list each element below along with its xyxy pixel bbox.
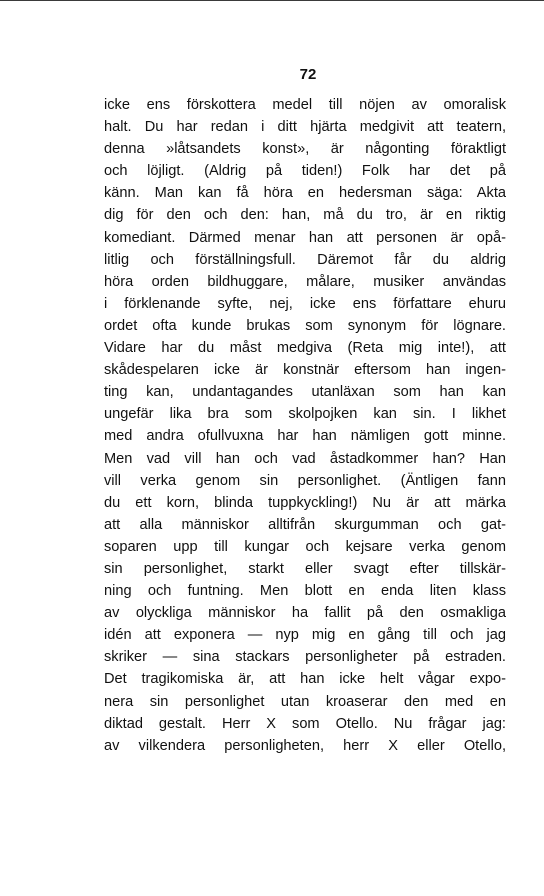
text-line: dig för den och den: han, må du tro, är en riktig bbox=[104, 207, 506, 224]
text-line: halt. Du har redan i ditt hjärta medgivit att teatern, bbox=[104, 119, 506, 136]
text-line: nera sin personlighet utan kroaserar den med en bbox=[104, 693, 506, 710]
text-line: ning och funtning. Men blott en enda liten klass bbox=[104, 583, 506, 600]
text-line: Det tragikomiska är, att han icke helt vågar expo- bbox=[104, 671, 506, 688]
text-line: skriker — sina stackars personligheter på estraden. bbox=[104, 649, 506, 666]
text-line: skådespelaren icke är konstnär eftersom han ingen- bbox=[104, 362, 506, 379]
text-line: ordet ofta kunde brukas som synonym för lögnare. bbox=[104, 317, 506, 334]
text-line: ungefär lika bra som skolpojken kan sin. I likhet bbox=[104, 406, 506, 423]
text-line: känn. Man kan få höra en hedersman säga: Akta bbox=[104, 185, 506, 202]
text-line: vill verka genom sin personlighet. (Äntligen fann bbox=[104, 472, 506, 489]
text-line: och löjligt. (Aldrig på tiden!) Folk har det på bbox=[104, 163, 506, 180]
text-line: komediant. Därmed menar han att personen är opå- bbox=[104, 229, 506, 246]
page-number: 72 bbox=[299, 66, 317, 83]
text-line: med andra ofullvuxna har han nämligen gott minne. bbox=[104, 428, 506, 445]
text-line: du ett korn, blinda tuppkyckling!) Nu är att märka bbox=[104, 494, 506, 511]
text-line: diktad gestalt. Herr X som Otello. Nu frågar jag: bbox=[104, 715, 506, 732]
text-line: höra orden bildhuggare, målare, musiker användas bbox=[104, 273, 506, 290]
text-line: av vilkendera personligheten, herr X eller Otello, bbox=[104, 737, 506, 754]
text-line: soparen upp till kungar och kejsare verka genom bbox=[104, 538, 506, 555]
text-line: denna »låtsandets konst», är någonting föraktligt bbox=[104, 141, 506, 158]
text-line: sin personlighet, starkt eller svagt efter tillskär- bbox=[104, 560, 506, 577]
text-line: idén att exponera — nyp mig en gång till och jag bbox=[104, 627, 506, 644]
text-line: ting kan, undantagandes utanläxan som han kan bbox=[104, 384, 506, 401]
text-line: Men vad vill han och vad åstadkommer han? Han bbox=[104, 450, 506, 467]
text-line: Vidare har du måst medgiva (Reta mig inte!), att bbox=[104, 340, 506, 357]
body-text bbox=[104, 94, 506, 757]
text-line: litlig och förställningsfull. Däremot får du aldrig bbox=[104, 251, 506, 268]
text-line: av olyckliga människor ha fallit på den osmakliga bbox=[104, 605, 506, 622]
text-line: i förklenande syfte, nej, icke ens författare ehuru bbox=[104, 295, 506, 312]
text-line: att alla människor alltifrån skurgumman och gat- bbox=[104, 516, 506, 533]
text-line: icke ens förskottera medel till nöjen av omoralisk bbox=[104, 97, 506, 113]
top-edge-rule bbox=[0, 0, 544, 1]
